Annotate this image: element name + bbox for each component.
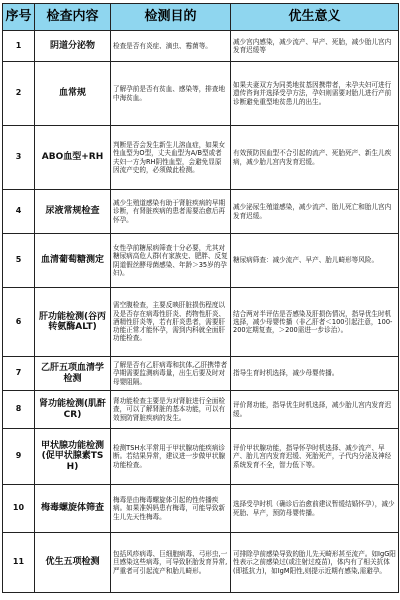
row-no: 5 [3,234,35,288]
row-significance: 如果夫妻双方为同类地贫基因携带者，未孕夫妇可进行遗传咨询并选择受孕方法，孕妇则需要对胎儿进行产前诊断避免重型地贫患儿的出生。 [231,62,399,126]
table-row [3,429,399,485]
row-item: 乙肝五项血清学检测 [35,357,111,391]
row-no: 2 [3,62,35,126]
row-no: 3 [3,126,35,190]
row-item: 甲状腺功能检测(促甲状腺素TSH) [35,429,111,485]
table-row [3,234,399,288]
row-item: 尿液常规检查 [35,190,111,234]
row-significance: 可排除孕前感染导致的胎儿先天畸形甚至流产。如IgG阳性表示之前感染过(或注射过疫苗)，体内有了相关抗体(即抵抗力)，如IgM阳性,则提示近期有感染,需避孕。 [231,533,399,593]
row-item: 梅毒螺旋体筛查 [35,485,111,533]
table-row [3,485,399,533]
table-row [3,357,399,391]
row-significance: 减少宫内感染，减少流产、早产、死胎，减少胎儿宫内发育迟缓等 [231,31,399,62]
row-significance: 有效预防因血型不合引起的流产、死胎死产、新生儿疾病，减少胎儿宫内发育迟缓。 [231,126,399,190]
header-purpose: 检测目的 [111,4,231,31]
exam-table [2,3,399,593]
row-purpose: 检查是否有炎症、滴虫、霉菌等。 [111,31,231,62]
row-purpose: 女性孕前糖尿病筛查十分必要，尤其对糖尿病高危人群(有家族史、肥胖、反复阴道假丝酵母菌感染、年龄＞35岁的孕妇)。 [111,234,231,288]
row-purpose: 梅毒是由梅毒螺旋体引起的性传播疾病。如果准妈妈患有梅毒，可能导致新生儿先天性梅毒。 [111,485,231,533]
row-significance: 减少泌尿生殖道感染，减少流产、胎儿死亡和胎儿宫内发育迟缓。 [231,190,399,234]
row-significance: 结合两对半评估是否感染及肝损伤情况，指导优生时机选择，减少母婴传播（非乙肝者＜100引起注意，100-200定期复查，＞200需进一步诊治）。 [231,288,399,357]
header-no: 序号 [3,4,35,31]
row-item: 阴道分泌物 [35,31,111,62]
row-item: 优生五项检测 [35,533,111,593]
table-row [3,190,399,234]
row-purpose: 判断是否会发生新生儿溶血症，如果女性血型为O型，丈夫血型为A/B型或者夫妇一方为RH阴性血型，会避免显原因流产史的，必须做此检测。 [111,126,231,190]
table-row [3,533,399,593]
row-purpose: 减少生殖道感染有助于肾脏疾病的早期诊断，有肾脏疾病的患者需要治愈后再怀孕。 [111,190,231,234]
row-item: 血清葡萄糖测定 [35,234,111,288]
row-no: 1 [3,31,35,62]
row-no: 8 [3,391,35,429]
row-no: 4 [3,190,35,234]
row-no: 11 [3,533,35,593]
row-item: 血常规 [35,62,111,126]
row-significance: 选择受孕时机（确诊后治愈前建议暂缓结婚怀孕），减少死胎、早产，预防母婴传播。 [231,485,399,533]
row-purpose: 了解是否有乙肝病毒和抗体,乙肝携带者孕期需要监测病毒量，出生后要及时对母婴阻隔。 [111,357,231,391]
row-significance: 糖尿病筛查：减少流产、早产、胎儿畸形等风险。 [231,234,399,288]
table-row [3,288,399,357]
row-item: 肾功能检测(肌酐CR) [35,391,111,429]
row-item: ABO血型+RH [35,126,111,190]
row-no: 7 [3,357,35,391]
row-significance: 评价肾功能，指导优生时机选择，减少胎儿宫内发育迟缓。 [231,391,399,429]
table-row [3,31,399,62]
row-significance: 指导生育时机选择，减少母婴传播。 [231,357,399,391]
row-no: 6 [3,288,35,357]
header-item: 检查内容 [35,4,111,31]
row-no: 10 [3,485,35,533]
table-row [3,126,399,190]
row-purpose: 了解孕前是否有贫血、感染等，排查地中海贫血。 [111,62,231,126]
row-item: 肝功能检测(谷丙转氨酶ALT) [35,288,111,357]
row-significance: 评价甲状腺功能，指导怀孕时机选择、减少流产、早产、胎儿宫内发育迟缓、死胎死产，子代内分泌及神经系统发育不全，智力低下等。 [231,429,399,485]
header-row [3,4,399,31]
header-significance: 优生意义 [231,4,399,31]
row-no: 9 [3,429,35,485]
row-purpose: 检测TSH水平常用于甲状腺功能疾病诊断。若结果异常，建议进一步做甲状腺功能检查。 [111,429,231,485]
table-row [3,391,399,429]
row-purpose: 包括风疹病毒、巨细胞病毒、弓形虫,一旦感染这些病毒，可导致胚胎发育异常,严重者可引起流产和胎儿畸形。 [111,533,231,593]
row-purpose: 需空腹检查，主要反映肝脏损伤程度以及是否存在病毒性肝炎、药物性肝炎、酒精性肝炎等，若有肝炎患者，需要肝功能正常才能怀孕，需到内科就全面肝功能检查。 [111,288,231,357]
row-purpose: 肾功能检查主要是为对肾脏进行全面检查，可以了解肾脏的基本功能，可以有效预防肾脏疾病的发生。 [111,391,231,429]
table-row [3,62,399,126]
